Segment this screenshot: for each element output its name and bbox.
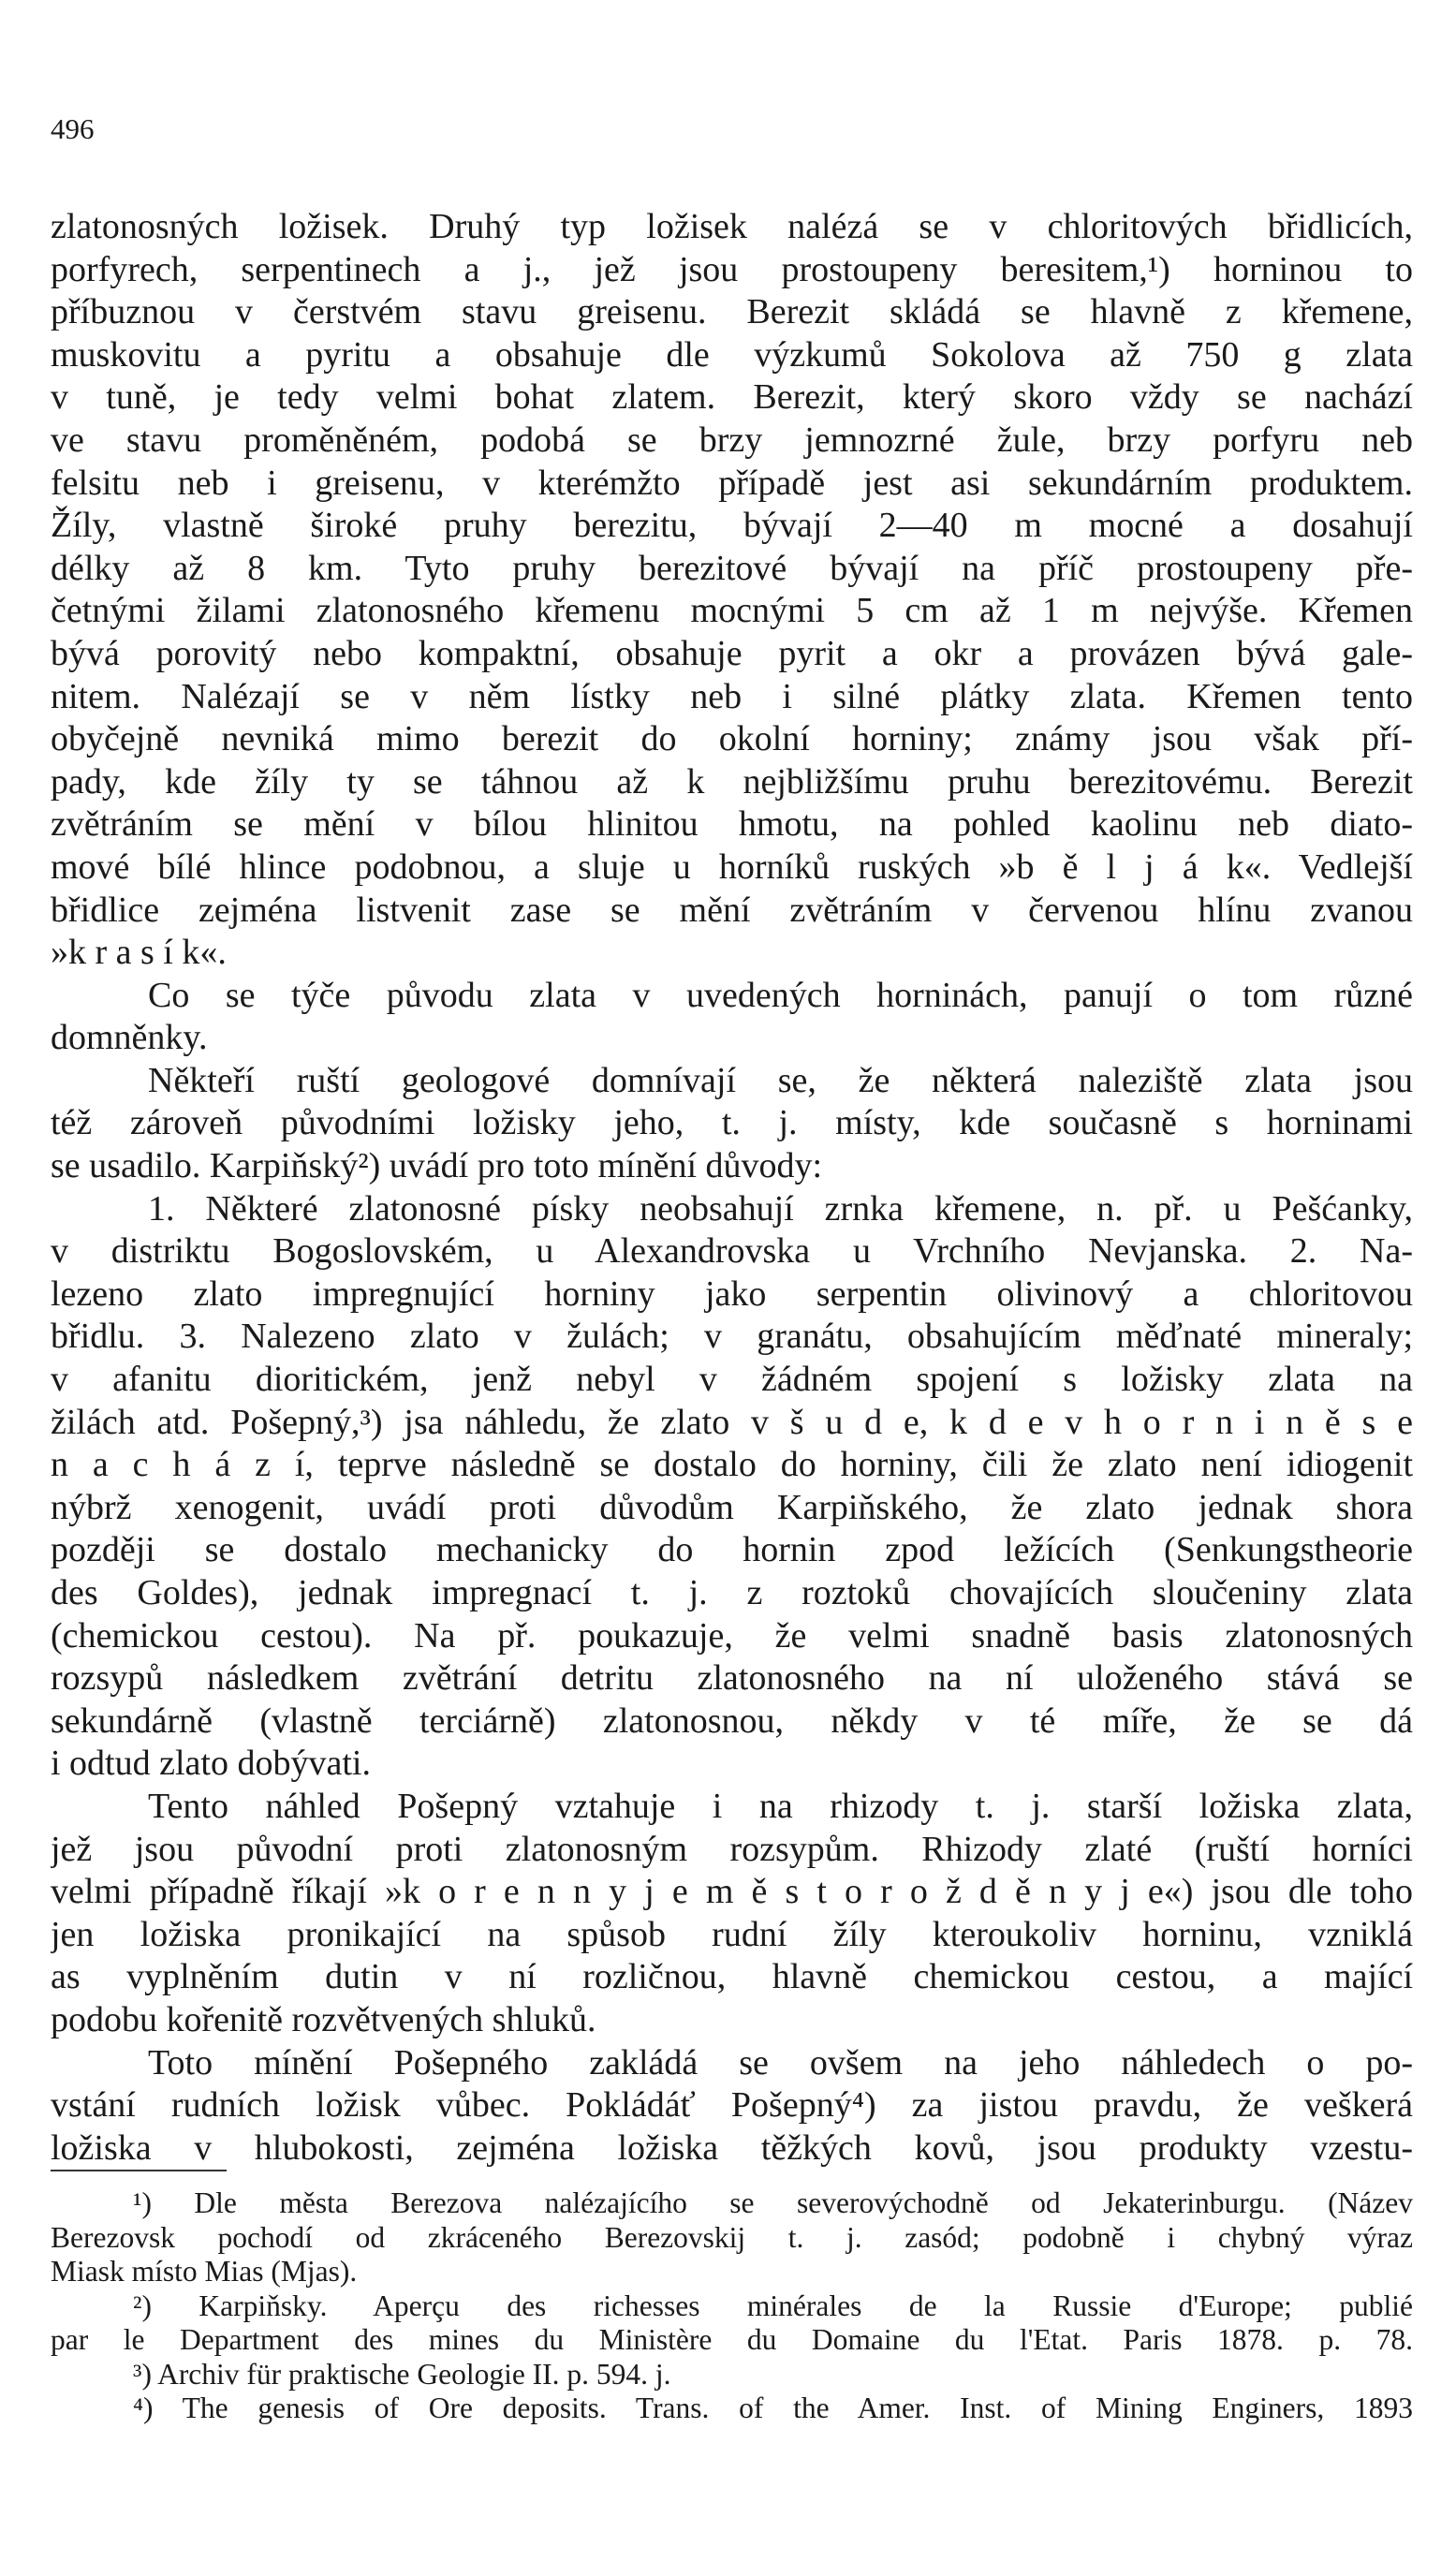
body-line: felsitu neb i greisenu, v kterémžto případě jest asi sekundárním produktem. (51, 463, 1413, 503)
body-line: později se dostalo mechanicky do hornin zpod ležících (Senkungstheorie (51, 1530, 1413, 1570)
footnote-line: par le Department des mines du Ministère du Domaine du l'Etat. Paris 1878. p. 78. (51, 2323, 1413, 2356)
body-line: mové bílé hlince podobnou, a sluje u horníků ruských »b ě l j á k«. Vedlejší (51, 846, 1413, 887)
body-line: Tento náhled Pošepný vztahuje i na rhizody t. j. starší ložiska zlata, (148, 1786, 1413, 1826)
body-line: vstání rudních ložisk vůbec. Pokládáť Pošepný⁴) za jistou pravdu, že veškerá (51, 2085, 1413, 2126)
footnote-line: ¹) Dle města Berezova nalézajícího se severovýchodně od Jekaterinburgu. (Název (133, 2186, 1413, 2219)
body-line: Toto mínění Pošepného zakládá se ovšem na jeho náhledech o po- (148, 2042, 1413, 2083)
body-line: (chemickou cestou). Na př. poukazuje, že velmi snadně basis zlatonosných (51, 1615, 1413, 1656)
body-line: des Goldes), jednak impregnací t. j. z roztoků chovajících sloučeniny zlata (51, 1573, 1413, 1612)
body-line: podobu kořenitě rozvětvených shluků. (51, 1999, 596, 2039)
body-line: i odtud zlato dobývati. (51, 1744, 371, 1784)
body-line: bývá porovitý nebo kompaktní, obsahuje pyrit a okr a provázen bývá gale- (51, 633, 1413, 673)
body-line: Někteří ruští geologové domnívají se, že některá naleziště zlata jsou (148, 1060, 1413, 1100)
body-line: se usadilo. Karpiňský²) uvádí pro toto mínění důvody: (51, 1146, 823, 1186)
footnote-divider (51, 2170, 227, 2171)
body-line: 1. Některé zlatonosné písky neobsahují zrnka křemene, n. př. u Pešćanky, (148, 1188, 1413, 1229)
footnote-line: ²) Karpiňsky. Aperçu des richesses minérales de la Russie d'Europe; publié (133, 2289, 1413, 2322)
body-line: příbuznou v čerstvém stavu greisenu. Berezit skládá se hlavně z křemene, (51, 292, 1413, 332)
body-line: domněnky. (51, 1018, 208, 1058)
body-line: zlatonosných ložisek. Druhý typ ložisek nalézá se v chloritových břidlicích, (51, 207, 1413, 246)
page-number: 496 (51, 112, 95, 145)
footnote-line: Miask místo Mias (Mjas). (51, 2255, 358, 2288)
body-line: rozsypů následkem zvětrání detritu zlatonosného na ní uloženého stává se (51, 1658, 1413, 1699)
body-line: žilách atd. Pošepný,³) jsa náhledu, že zlato v š u d e, k d e v h o r n i n ě s e (51, 1402, 1413, 1442)
footnote-line: ³) Archiv für praktische Geologie II. p. 594. j. (133, 2357, 671, 2391)
body-line: délky až 8 km. Tyto pruhy berezitové bývají na příč prostoupeny pře- (51, 548, 1413, 588)
footnote-line: Berezovsk pochodí od zkráceného Berezovskij t. j. zasód; podobně i chybný výraz (51, 2220, 1413, 2254)
body-line: též zároveň původními ložisky jeho, t. j. místy, kde současně s horninami (51, 1103, 1413, 1143)
body-line: sekundárně (vlastně terciárně) zlatonosnou, někdy v té míře, že se dá (51, 1700, 1413, 1741)
body-line: zvětráním se mění v bílou hlinitou hmotu, na pohled kaolinu neb diato- (51, 804, 1413, 845)
body-line: »k r a s í k«. (51, 933, 227, 973)
body-line: ve stavu proměněném, podobá se brzy jemnozrné žule, brzy porfyru neb (51, 419, 1413, 460)
body-line: břidlu. 3. Nalezeno zlato v žulách; v granátu, obsahujícím měďnaté mineraly; (51, 1317, 1413, 1357)
body-line: Co se týče původu zlata v uvedených horninách, panují o tom různé (148, 975, 1413, 1015)
footnote-line: ⁴) The genesis of Ore deposits. Trans. of the Amer. Inst. of Mining Enginers, 1893 (133, 2392, 1413, 2424)
footnotes (51, 2186, 1413, 2426)
body-line: jen ložiska pronikající na spůsob rudní žíly kteroukoliv horninu, vzniklá (51, 1914, 1413, 1954)
body-line: porfyrech, serpentinech a j., jež jsou prostoupeny beresitem,¹) horninou to (51, 249, 1413, 289)
body-line: v distriktu Bogoslovském, u Alexandrovska u Vrchního Nevjanska. 2. Na- (51, 1231, 1413, 1272)
body-line: v tuně, je tedy velmi bohat zlatem. Berezit, který skoro vždy se nachází (51, 377, 1413, 418)
body-line: břidlice zejména listvenit zase se mění zvětráním v červenou hlínu zvanou (51, 890, 1413, 930)
body-line: obyčejně nevniká mimo berezit do okolní horniny; známy jsou však pří- (51, 719, 1413, 759)
body-line: pady, kde žíly ty se táhnou až k nejbližšímu pruhu berezitovému. Berezit (51, 761, 1413, 802)
body-line: ložiska v hlubokosti, zejména ložiska těžkých kovů, jsou produkty vzestu- (51, 2127, 1413, 2168)
body-line: as vyplněním dutin v ní rozličnou, hlavně chemickou cestou, a mající (51, 1957, 1413, 1997)
body-line: muskovitu a pyritu a obsahuje dle výzkumů Sokolova až 750 g zlata (51, 334, 1413, 375)
body-line: nitem. Nalézají se v něm lístky neb i silné plátky zlata. Křemen tento (51, 676, 1413, 716)
body-line: nýbrž xenogenit, uvádí proti důvodům Karpiňského, že zlato jednak shora (51, 1487, 1413, 1527)
body-line: četnými žilami zlatonosného křemenu mocnými 5 cm až 1 m nejvýše. Křemen (51, 591, 1413, 631)
body-line: n a c h á z í, teprve následně se dostalo do horniny, čili že zlato není idiogenit (51, 1445, 1413, 1485)
body-text (51, 206, 1413, 2170)
body-line: lezeno zlato impregnující horniny jako serpentin olivinový a chloritovou (51, 1273, 1413, 1314)
body-line: jež jsou původní proti zlatonosným rozsypům. Rhizody zlaté (ruští horníci (51, 1829, 1413, 1869)
body-line: Žíly, vlastně široké pruhy berezitu, bývají 2—40 m mocné a dosahují (51, 506, 1413, 546)
body-line: velmi případně říkají »k o r e n n y j e m ě s t o r o ž d ě n y j e«) jsou dle toho (51, 1872, 1413, 1912)
body-line: v afanitu dioritickém, jenž nebyl v žádném spojení s ložisky zlata na (51, 1360, 1413, 1400)
